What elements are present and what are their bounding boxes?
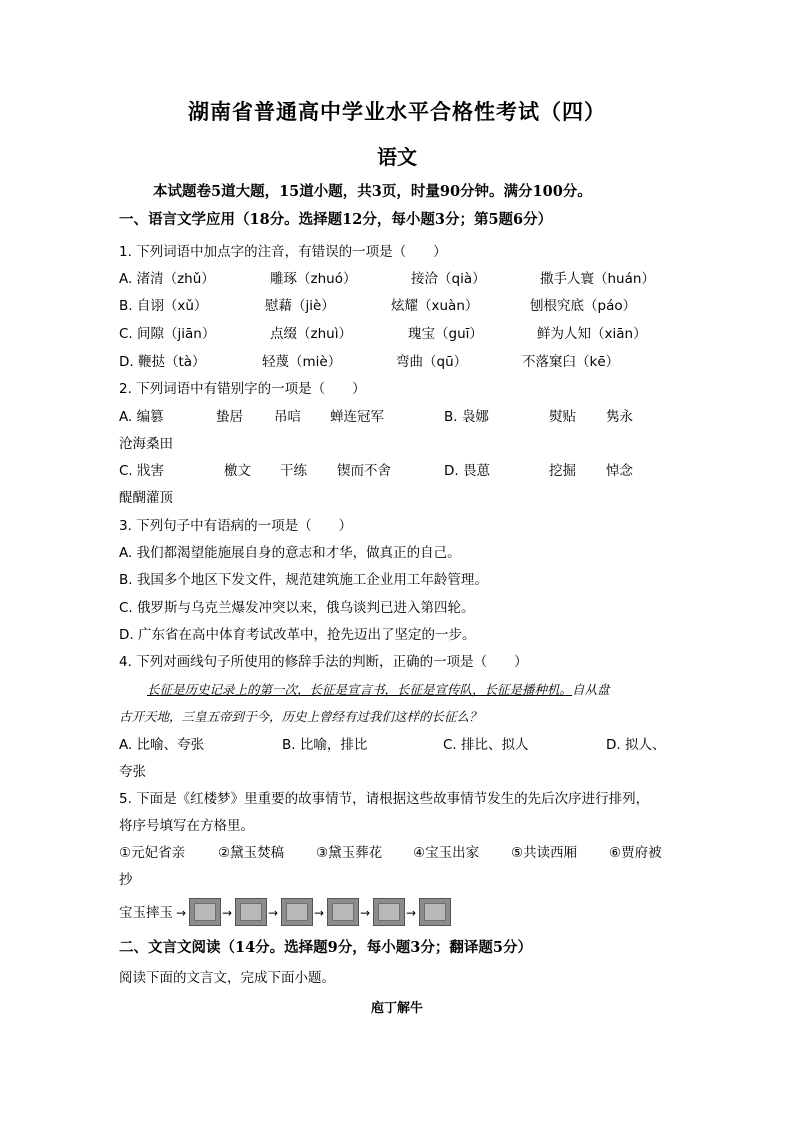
q1-option-b4: 刨根究底（páo） [530, 298, 637, 314]
answer-box-3[interactable] [281, 898, 313, 926]
q1-option-d1: D. 鞭挞（tà） [119, 354, 206, 370]
q5-item-4: ④宝玉出家 [413, 845, 480, 861]
q2-stem: 2. 下列词语中有错别字的一项是（ ） [119, 381, 366, 397]
section2-instruction: 阅读下面的文言文，完成下面小题。 [119, 970, 335, 986]
passage-title: 庖丁解牛 [370, 1001, 423, 1016]
q2-option-b3: 隽永 [606, 409, 633, 425]
q2-option-d4: 醍醐灌顶 [119, 490, 173, 506]
q1-option-b1: B. 自诩（xǔ） [119, 298, 208, 314]
q3-stem: 3. 下列句子中有语病的一项是（ ） [119, 518, 353, 534]
q1-option-a3: 接洽（qià） [411, 271, 486, 287]
arrow-icon: → [176, 906, 187, 920]
arrow-icon: → [268, 906, 279, 920]
q1-option-b2: 慰藉（jiè） [265, 298, 335, 314]
answer-box-5[interactable] [373, 898, 405, 926]
arrow-icon: → [360, 906, 371, 920]
q4-underlined-sentence: 长征是历史记录上的第一次，长征是宣言书，长征是宣传队，长征是播种机。 [147, 682, 573, 697]
q2-option-a3: 吊唁 [274, 409, 301, 425]
q2-option-c1: C. 戕害 [119, 463, 165, 479]
q5-stem-line2: 将序号填写在方格里。 [119, 818, 254, 834]
q2-option-c3: 干练 [280, 463, 307, 479]
q1-stem: 1. 下列词语中加点字的注音，有错误的一项是（ ） [119, 244, 447, 260]
q2-option-c2: 檄文 [224, 463, 251, 479]
q1-option-a1: A. 渚清（zhǔ） [119, 271, 215, 287]
q1-option-a4: 撒手人寰（huán） [540, 271, 655, 287]
q1-option-b3: 炫耀（xuàn） [391, 298, 479, 314]
q4-option-d-wrap: 夸张 [119, 764, 146, 780]
q1-option-d2: 轻蔑（miè） [262, 354, 342, 370]
q4-option-d: D. 拟人、 [606, 737, 666, 753]
arrow-icon: → [222, 906, 233, 920]
q1-option-c2: 点缀（zhuì） [270, 326, 352, 342]
q1-option-d3: 弯曲（qū） [396, 354, 468, 370]
q1-option-d4: 不落窠臼（kē） [522, 354, 620, 370]
q2-option-a1: A. 编篡 [119, 409, 164, 425]
arrow-icon: → [314, 906, 325, 920]
q5-item-6-wrap: 抄 [119, 872, 133, 888]
q1-option-c3: 瑰宝（guī） [408, 326, 483, 342]
q2-option-d3: 悼念 [606, 463, 633, 479]
q3-option-a: A. 我们都渴望能施展自身的意志和才华，做真正的自己。 [119, 545, 461, 561]
q2-option-a2: 蛰居 [216, 409, 243, 425]
q2-option-c4: 锲而不舍 [337, 463, 391, 479]
answer-box-2[interactable] [235, 898, 267, 926]
q3-option-d: D. 广东省在高中体育考试改革中，抢先迈出了坚定的一步。 [119, 627, 476, 643]
q4-option-a: A. 比喻、夸张 [119, 737, 205, 753]
arrow-icon: → [406, 906, 417, 920]
q4-passage-rest: 自从盘 [572, 682, 610, 697]
q1-option-c4: 鲜为人知（xiān） [537, 326, 647, 342]
section1-heading: 一、语言文学应用（18分。选择题12分，每小题3分；第5题6分） [119, 211, 553, 228]
q2-option-b2: 熨贴 [549, 409, 576, 425]
q2-option-b4: 沧海桑田 [119, 436, 173, 452]
answer-box-4[interactable] [327, 898, 359, 926]
q3-option-b: B. 我国多个地区下发文件，规范建筑施工企业用工年龄管理。 [119, 572, 488, 588]
q5-item-5: ⑤共读西厢 [511, 845, 578, 861]
q2-option-a4: 蝉连冠军 [330, 409, 384, 425]
q4-stem: 4. 下列对画线句子所使用的修辞手法的判断，正确的一项是（ ） [119, 654, 528, 670]
q1-option-c1: C. 间隙（jiān） [119, 326, 216, 342]
answer-box-1[interactable] [189, 898, 221, 926]
q4-passage-line1 [147, 681, 610, 699]
q2-option-d2: 挖掘 [549, 463, 576, 479]
q5-item-2: ②黛玉焚稿 [218, 845, 285, 861]
exam-title: 湖南省普通高中学业水平合格性考试（四） [188, 99, 606, 124]
q5-item-3: ③黛玉葬花 [316, 845, 383, 861]
answer-box-6[interactable] [419, 898, 451, 926]
q5-item-6: ⑥贾府被 [609, 845, 662, 861]
subject-title: 语文 [377, 145, 417, 169]
q5-stem-line1: 5. 下面是《红楼梦》里重要的故事情节，请根据这些故事情节发生的先后次序进行排列， [119, 791, 650, 807]
q2-option-d1: D. 畏葸 [444, 463, 490, 479]
exam-info: 本试题卷5道大题，15道小题，共3页，时量90分钟。满分100分。 [153, 183, 592, 200]
q2-option-b1: B. 袅娜 [444, 409, 489, 425]
q3-option-c: C. 俄罗斯与乌克兰爆发冲突以来，俄乌谈判已进入第四轮。 [119, 600, 475, 616]
q4-passage-line2: 古开天地，三皇五帝到于今，历史上曾经有过我们这样的长征么？ [119, 709, 482, 724]
q5-start-label: 宝玉摔玉 [119, 905, 173, 921]
q4-option-b: B. 比喻，排比 [282, 737, 368, 753]
q1-option-a2: 雕琢（zhuó） [270, 271, 357, 287]
section2-heading: 二、文言文阅读（14分。选择题9分，每小题3分；翻译题5分） [119, 939, 532, 956]
q5-item-1: ①元妃省亲 [119, 845, 186, 861]
q4-option-c: C. 排比、拟人 [443, 737, 529, 753]
